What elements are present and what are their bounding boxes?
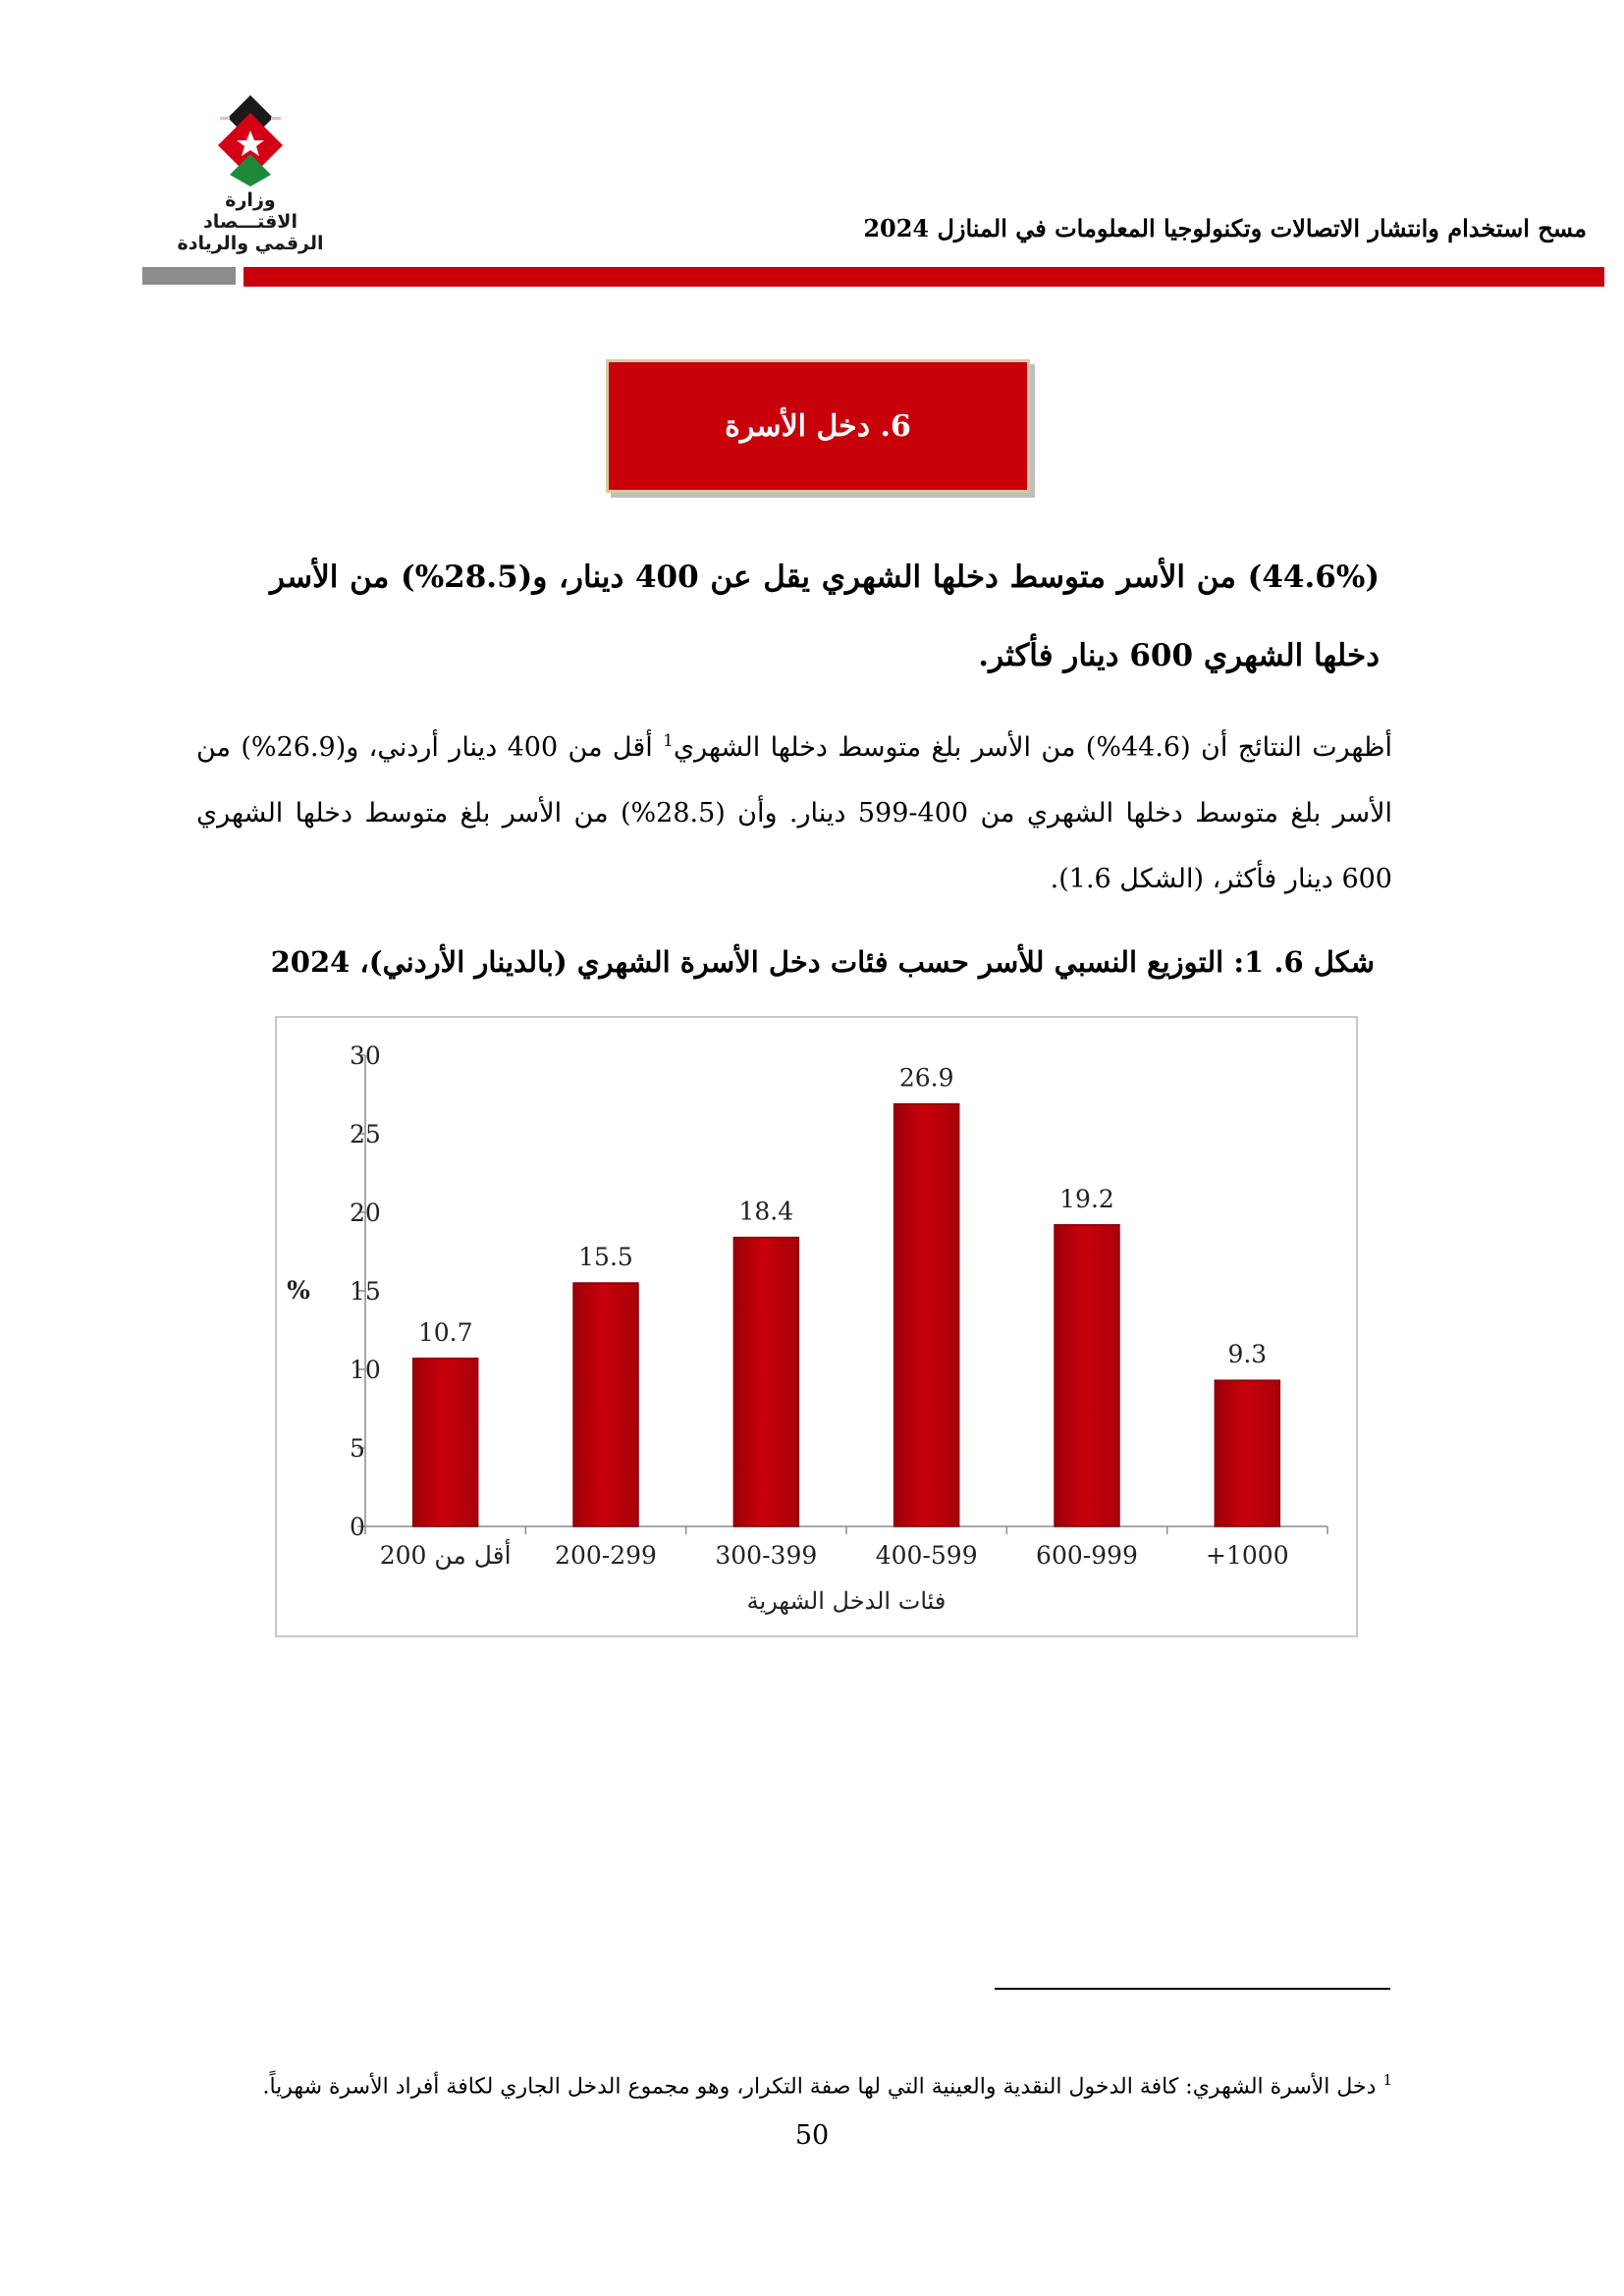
bar-data-label: 15.5 [578, 1243, 633, 1271]
x-axis-title: فئات الدخل الشهرية [746, 1587, 947, 1615]
ministry-logo [177, 93, 324, 254]
footnote-reference[interactable]: 1 [663, 731, 674, 751]
body-paragraph [196, 709, 1392, 912]
header-rule-gray [142, 267, 236, 285]
bar-data-label: 19.2 [1059, 1184, 1114, 1213]
ministry-name-line2: الرقمي والريادة [177, 233, 324, 254]
ministry-name [177, 189, 324, 254]
figure-title: شكل 6. 1: التوزيع النسبي للأسر حسب فئات دخل الأسرة الشهري (بالدينار الأردني)، 2024 [270, 945, 1375, 979]
y-tick-label: 20 [350, 1199, 381, 1227]
section-title: 6. دخل الأسرة [725, 408, 911, 444]
x-tick-label: 400-599 [875, 1541, 978, 1570]
header-rule-red [244, 267, 1604, 287]
bar-data-label: 18.4 [738, 1197, 794, 1226]
y-tick-label: 0 [350, 1513, 365, 1541]
page-number: 50 [794, 2120, 830, 2151]
bar [894, 1104, 959, 1526]
bar [733, 1238, 798, 1526]
chart-canvas [277, 1018, 1356, 1635]
ministry-name-line1: وزارة الاقتـــصاد [203, 189, 298, 233]
y-axis-title: % [287, 1276, 310, 1305]
footnote-text: دخل الأسرة الشهري: كافة الدخول النقدية والعينية التي لها صفة التكرار، وهو مجموع الدخل الجاري لكافة أفراد الأسرة شهرياً. [262, 2074, 1383, 2100]
bar [573, 1283, 638, 1526]
body-text-part1: أظهرت النتائج أن (44.6%) من الأسر بلغ متوسط دخلها الشهري [673, 732, 1392, 763]
section-heading-box [606, 359, 1030, 493]
bar-data-label: 26.9 [898, 1063, 954, 1093]
lead-paragraph: (44.6%) من الأسر متوسط دخلها الشهري يقل عن 400 دينار، و(28.5%) من الأسر دخلها الشهري 600 دينار فأكثر. [270, 560, 1380, 673]
ministry-emblem-icon [206, 93, 295, 187]
bar-data-label: 10.7 [417, 1317, 473, 1347]
x-tick-label: أقل من 200 [379, 1541, 512, 1570]
x-tick-label: 600-999 [1036, 1541, 1138, 1570]
x-tick-label: 300-399 [715, 1541, 818, 1570]
x-tick-label: +1000 [1206, 1541, 1289, 1570]
bar-data-label: 9.3 [1227, 1340, 1268, 1369]
bar [413, 1359, 478, 1526]
footnote-number: 1 [1382, 2071, 1392, 2089]
body-text-part2: أقل من 400 دينار أردني، و(26.9%) من الأسر بلغ متوسط دخلها الشهري من 400-599 دينار. وأن (28.5%) من الأسر بلغ متوسط دخلها الشهري 600 دينار فأكثر، (الشكل 1.6). [196, 732, 1393, 894]
y-tick-label: 5 [350, 1434, 365, 1463]
y-tick-label: 15 [350, 1277, 381, 1306]
footnote [262, 2071, 1392, 2100]
footnote-separator [995, 1988, 1390, 1990]
y-tick-label: 25 [350, 1120, 381, 1148]
bar [1055, 1225, 1119, 1526]
y-tick-label: 10 [350, 1356, 381, 1384]
report-title: مسح استخدام وانتشار الاتصالات وتكنولوجيا المعلومات في المنازل 2024 [863, 214, 1587, 242]
x-tick-label: 200-299 [555, 1541, 657, 1570]
y-tick-label: 30 [350, 1041, 381, 1070]
bar [1215, 1380, 1279, 1526]
bar-chart [275, 1016, 1358, 1637]
